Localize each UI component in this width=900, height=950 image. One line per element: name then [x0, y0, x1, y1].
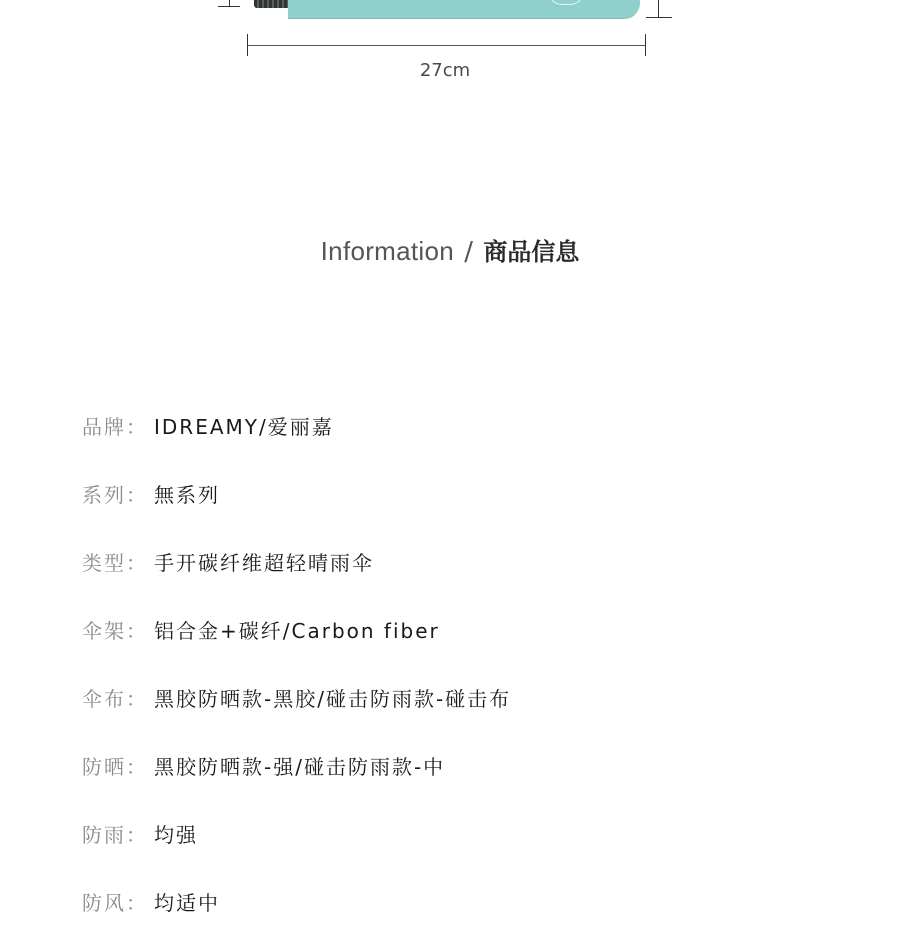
spec-colon: ： [126, 551, 148, 575]
spec-label: 防风 [82, 891, 126, 915]
spec-row-brand [82, 411, 882, 441]
spec-colon: ： [126, 619, 148, 643]
spec-row-type [82, 547, 882, 577]
spec-value: 均强 [154, 823, 198, 847]
spec-label: 防晒 [82, 755, 126, 779]
spec-colon: ： [126, 891, 148, 915]
spec-label: 系列 [82, 483, 126, 507]
folded-umbrella-icon [288, 0, 640, 19]
spec-colon: ： [126, 755, 148, 779]
spec-value: 黑胶防晒款-黑胶/碰击防雨款-碰击布 [154, 687, 512, 711]
section-title [0, 232, 900, 267]
spec-value: 黑胶防晒款-强/碰击防雨款-中 [154, 755, 446, 779]
spec-colon: ： [126, 823, 148, 847]
dimension-line [248, 45, 646, 46]
spec-row-fabric [82, 683, 882, 713]
section-title-separator: / [464, 237, 474, 267]
dimension-label: 27cm [419, 60, 471, 81]
spec-label: 品牌 [82, 415, 126, 439]
umbrella-handle [254, 0, 290, 8]
height-marker-left-vertical [229, 0, 230, 6]
spec-label: 类型 [82, 551, 126, 575]
spec-value: IDREAMY/爱丽嘉 [154, 415, 334, 439]
section-title-zh: 商品信息 [483, 238, 580, 266]
spec-label: 防雨 [82, 823, 126, 847]
spec-value: 均适中 [154, 891, 220, 915]
spec-row-frame [82, 615, 882, 645]
section-title-en: Information [320, 236, 455, 266]
spec-value: 無系列 [154, 483, 220, 507]
height-marker-right [646, 0, 672, 18]
spec-row-series [82, 479, 882, 509]
spec-label: 伞架 [82, 619, 126, 643]
spec-colon: ： [126, 415, 148, 439]
spec-row-rain-protection [82, 819, 882, 849]
spec-row-sun-protection [82, 751, 882, 781]
dimension-end-right [645, 34, 646, 56]
spec-colon: ： [126, 687, 148, 711]
spec-value: 铝合金+碳纤/Carbon fiber [154, 619, 440, 643]
spec-colon: ： [126, 483, 148, 507]
height-marker-right-vertical [658, 0, 659, 17]
product-illustration [0, 0, 900, 100]
spec-label: 伞布 [82, 687, 126, 711]
spec-row-wind-protection [82, 887, 882, 917]
spec-value: 手开碳纤维超轻晴雨伞 [154, 551, 374, 575]
